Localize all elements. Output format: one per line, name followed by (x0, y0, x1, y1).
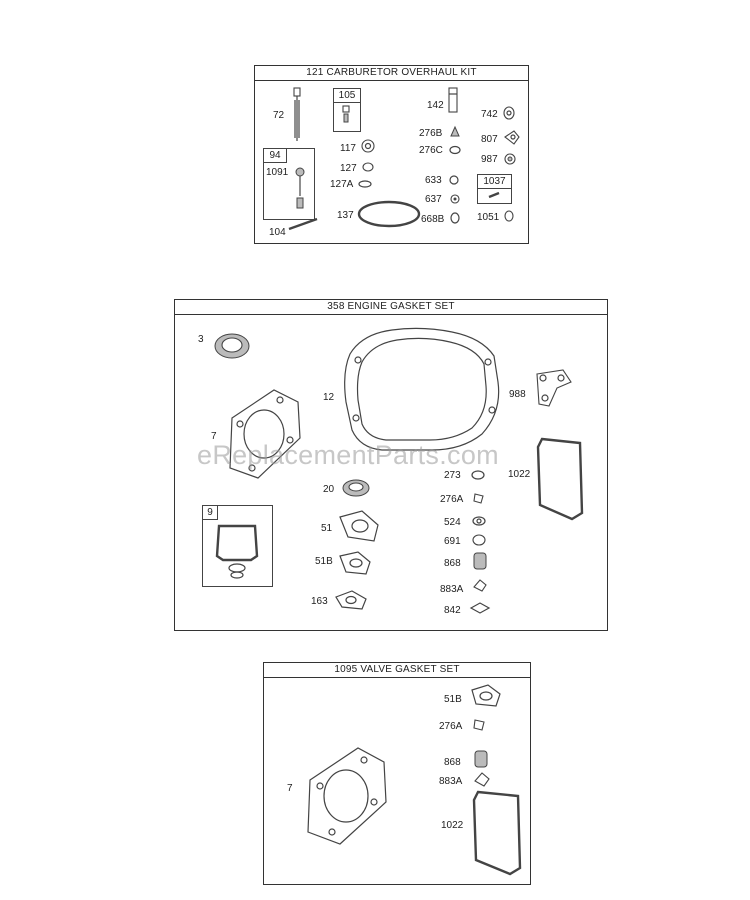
part-label: 117 (340, 143, 356, 154)
sub-kit-94-box (263, 148, 315, 220)
part-883a-drawing (471, 577, 489, 593)
part-51b-gasket-drawing (336, 548, 376, 580)
part-868-drawing (472, 748, 490, 772)
part-807-drawing (502, 128, 522, 148)
part-12-crankcase-gasket-drawing (332, 322, 510, 456)
part-label: 1022 (441, 820, 464, 831)
part-label: 883A (439, 776, 463, 787)
part-1051-drawing (502, 208, 516, 224)
part-1022-valve-cover-gasket-drawing (468, 786, 528, 880)
part-51-intake-gasket-drawing (334, 507, 384, 547)
sub-kit-9-label: 9 (203, 506, 218, 520)
part-label: 807 (481, 134, 498, 145)
part-label: 104 (269, 227, 286, 238)
part-label: 51B (444, 694, 462, 705)
part-633-drawing (448, 173, 460, 187)
part-label: 668B (421, 214, 445, 225)
part-label: 12 (323, 392, 335, 403)
part-127a-drawing (357, 178, 373, 190)
part-3-oil-seal-drawing (212, 330, 252, 362)
part-label: 883A (440, 584, 464, 595)
part-label: 142 (427, 100, 444, 111)
part-105-drawing (340, 104, 352, 126)
part-20-oil-seal-drawing (340, 477, 372, 499)
sub-kit-105-label: 105 (334, 89, 360, 103)
part-label: 868 (444, 558, 461, 569)
part-label: 276C (419, 145, 443, 156)
part-label: 72 (273, 110, 285, 121)
part-276b-drawing (448, 124, 462, 140)
part-label: 137 (337, 210, 354, 221)
panel-title: 358 ENGINE GASKET SET (175, 300, 607, 315)
part-51b-gasket-drawing (468, 682, 504, 712)
part-1022-valve-cover-gasket-drawing (532, 433, 590, 525)
part-117-drawing (360, 138, 376, 154)
watermark: eReplacementParts.com (197, 440, 499, 470)
part-label: 987 (481, 154, 498, 165)
part-7-head-gasket-drawing (300, 742, 390, 850)
part-72-drawing (290, 86, 304, 146)
sub-kit-94-label: 94 (264, 149, 287, 163)
part-637-drawing (449, 192, 461, 206)
part-label: 633 (425, 175, 442, 186)
part-label: 7 (287, 783, 293, 794)
part-276c-drawing (448, 143, 462, 157)
part-label: 51 (321, 523, 333, 534)
part-988-gasket-drawing (531, 366, 575, 410)
part-label: 868 (444, 757, 461, 768)
part-label: 276A (439, 721, 463, 732)
part-987-drawing (502, 151, 518, 167)
part-842-drawing (468, 600, 492, 616)
part-276a-drawing (471, 716, 489, 734)
part-label: 742 (481, 109, 498, 120)
part-label: 988 (509, 389, 526, 400)
panel-title: 1095 VALVE GASKET SET (264, 663, 530, 678)
sub-kit-1037-label: 1037 (478, 175, 511, 189)
part-label: 273 (444, 470, 461, 481)
part-127-drawing (361, 160, 375, 174)
part-137-drawing (354, 196, 424, 232)
part-163-gasket-drawing (332, 587, 370, 613)
part-label: 127A (330, 179, 354, 190)
part-label: 3 (198, 334, 204, 345)
part-label: 842 (444, 605, 461, 616)
part-label: 127 (340, 163, 357, 174)
part-1037-drawing (486, 189, 502, 201)
part-label: 163 (311, 596, 328, 607)
part-label: 637 (425, 194, 442, 205)
part-label: 51B (315, 556, 333, 567)
part-label: 524 (444, 517, 461, 528)
part-label: 691 (444, 536, 461, 547)
part-1091-drawing (293, 166, 307, 216)
part-276a-drawing (471, 490, 487, 506)
part-668b-drawing (449, 210, 461, 226)
part-868-drawing (471, 550, 489, 574)
part-691-drawing (471, 533, 487, 547)
part-9-gasket-drawing (211, 520, 263, 580)
part-104-drawing (287, 216, 321, 232)
part-label: 1091 (266, 167, 289, 178)
part-label: 1022 (508, 469, 531, 480)
part-524-drawing (471, 514, 487, 528)
part-742-drawing (502, 104, 516, 122)
part-142-drawing (446, 86, 460, 116)
part-label: 276B (419, 128, 443, 139)
part-label: 1051 (477, 212, 500, 223)
panel-title: 121 CARBURETOR OVERHAUL KIT (255, 66, 528, 81)
part-label: 20 (323, 484, 335, 495)
part-label: 276A (440, 494, 464, 505)
part-label: 7 (211, 431, 217, 442)
